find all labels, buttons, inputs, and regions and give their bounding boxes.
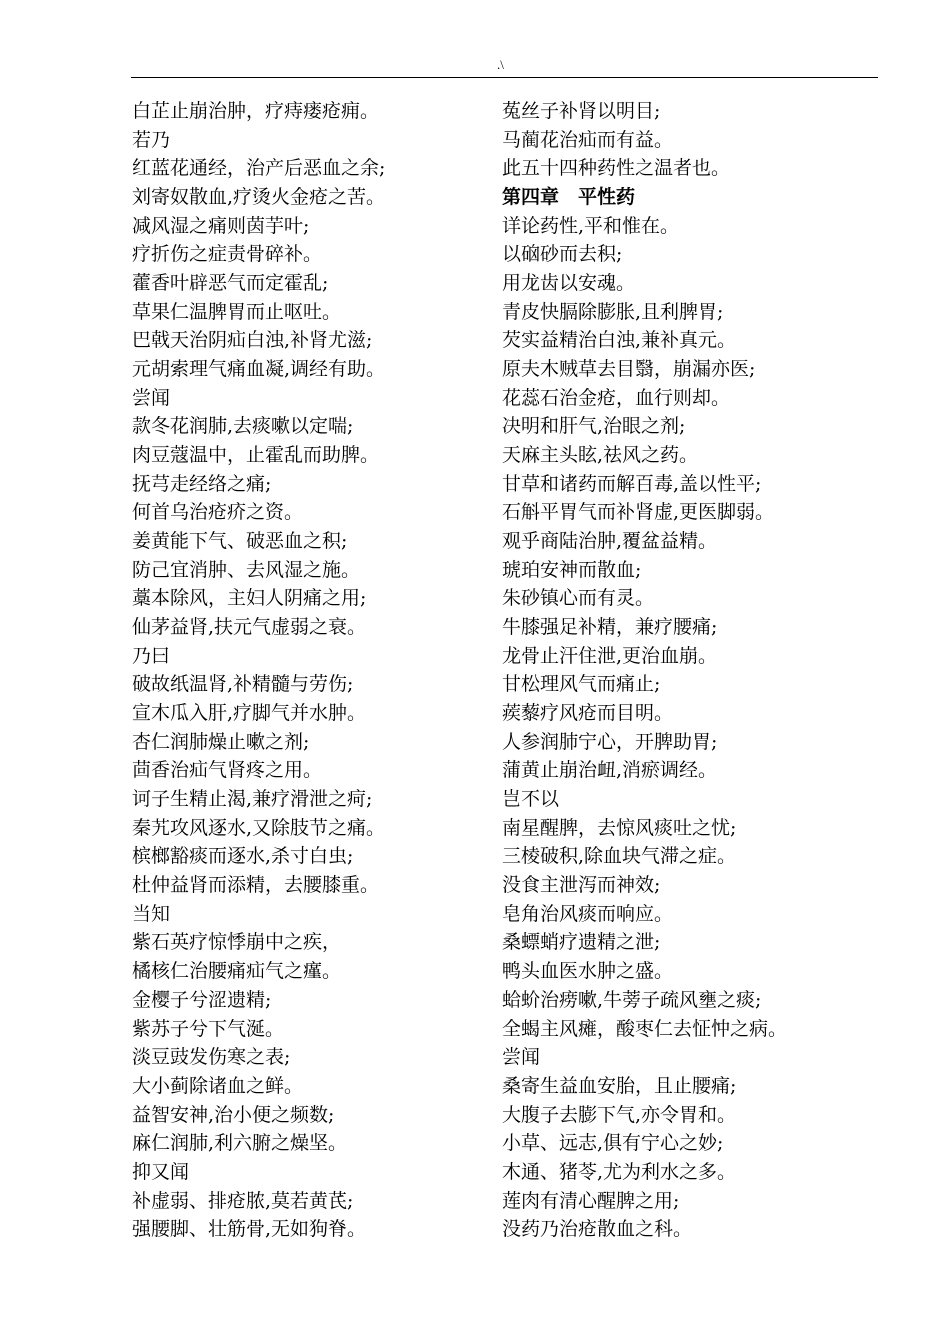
text-line: 木通、猪苓,尤为利水之多。 [502, 1160, 737, 1183]
text-line: 石斛平胃气而补肾虚,更医脚弱。 [502, 501, 775, 524]
text-line: 破故纸温肾,补精髓与劳伤; [132, 673, 354, 696]
text-line: 仙茅益肾,扶元气虚弱之衰。 [132, 616, 367, 639]
header-mark: .\ [497, 57, 504, 72]
text-line: 琥珀安神而散血; [502, 558, 642, 581]
text-line: 决明和肝气,治眼之剂; [502, 415, 686, 438]
text-line: 疗折伤之症责骨碎补。 [132, 243, 323, 266]
text-line: 龙骨止汗住泄,更治血崩。 [502, 644, 718, 667]
text-line: 宣木瓜入肝,疗脚气并水肿。 [132, 702, 367, 725]
text-line: 防己宜消肿、去风湿之施。 [132, 558, 361, 581]
text-line: 皂角治风痰而响应。 [502, 902, 674, 925]
text-line: 秦艽攻风逐水,又除肢节之痛。 [132, 816, 386, 839]
right-column [502, 97, 878, 1244]
text-line: 用龙齿以安魂。 [502, 272, 636, 295]
text-line: 甘松理风气而痛止; [502, 673, 661, 696]
text-line: 菟丝子补肾以明目; [502, 100, 661, 122]
header-rule [131, 77, 878, 78]
text-line: 大腹子去膨下气,亦令胃和。 [502, 1103, 737, 1126]
text-line: 白芷止崩治肿，疗痔瘘疮痈。 [132, 100, 380, 122]
text-line: 紫苏子兮下气涎。 [132, 1017, 285, 1040]
text-line: 尝闻 [502, 1046, 541, 1069]
text-line: 巴戟天治阴疝白浊,补肾尤滋; [132, 329, 373, 352]
text-line: 金樱子兮涩遗精; [132, 988, 272, 1011]
text-line: 没药乃治疮散血之科。 [502, 1218, 693, 1241]
text-line: 橘核仁治腰痛疝气之瘽。 [132, 960, 342, 983]
text-line: 诃子生精止渴,兼疗滑泄之疴; [132, 788, 373, 811]
text-line: 紫石英疗惊悸崩中之疾， [132, 931, 342, 954]
text-line: 花蕊石治金疮，血行则却。 [502, 386, 731, 409]
text-line: 淡豆豉发伤寒之表; [132, 1046, 291, 1069]
text-line: 姜黄能下气、破恶血之积; [132, 530, 348, 553]
text-line: 岂不以 [502, 788, 560, 811]
text-line: 全蝎主风瘫，酸枣仁去怔忡之病。 [502, 1017, 788, 1040]
text-line: 茴香治疝气肾疼之用。 [132, 759, 323, 782]
left-column [132, 97, 492, 1244]
text-line: 此五十四种药性之温者也。 [502, 157, 731, 180]
text-line: 抑又闻 [132, 1160, 190, 1183]
text-line: 小草、远志,俱有宁心之妙; [502, 1132, 724, 1155]
text-line: 观乎商陆治肿,覆盆益精。 [502, 530, 718, 553]
text-line: 藿香叶辟恶气而定霍乱; [132, 272, 329, 295]
text-line: 何首乌治疮疥之资。 [132, 501, 304, 524]
text-line: 甘草和诸药而解百毒,盖以性平; [502, 472, 762, 495]
text-line: 当知 [132, 902, 171, 925]
text-line: 减风湿之痛则茵芋叶; [132, 214, 310, 237]
text-line: 肉豆蔻温中，止霍乱而助脾。 [132, 444, 380, 467]
text-line: 南星醒脾，去惊风痰吐之忧; [502, 816, 737, 839]
text-line: 桑寄生益血安胎，且止腰痛; [502, 1074, 737, 1097]
text-line: 芡实益精治白浊,兼补真元。 [502, 329, 737, 352]
text-line: 乃曰 [132, 644, 171, 667]
text-line: 天麻主头眩,祛风之药。 [502, 444, 699, 467]
text-line: 蒺藜疗风疮而目明。 [502, 702, 674, 725]
text-line: 红蓝花通经，治产后恶血之余; [132, 157, 386, 180]
text-line: 益智安神,治小便之频数; [132, 1103, 335, 1126]
text-line: 杜仲益肾而添精，去腰膝重。 [132, 874, 380, 897]
text-line: 详论药性,平和惟在。 [502, 214, 680, 237]
text-line: 朱砂镇心而有灵。 [502, 587, 655, 610]
text-line: 牛膝强足补精，兼疗腰痛; [502, 616, 718, 639]
text-line: 莲肉有清心醒脾之用; [502, 1189, 680, 1212]
text-line: 鸭头血医水肿之盛。 [502, 960, 674, 983]
text-line: 杏仁润肺燥止嗽之剂; [132, 730, 310, 753]
text-line: 刘寄奴散血,疗烫火金疮之苦。 [132, 186, 386, 209]
text-line: 槟榔豁痰而逐水,杀寸白虫; [132, 845, 354, 868]
text-line: 抚芎走经络之痛; [132, 472, 272, 495]
text-line: 尝闻 [132, 386, 171, 409]
text-line: 马蔺花治疝而有益。 [502, 128, 674, 151]
text-line: 麻仁润肺,利六腑之燥坚。 [132, 1132, 348, 1155]
text-line: 藁本除风，主妇人阴痛之用; [132, 587, 367, 610]
text-line: 以硇砂而去积; [502, 243, 623, 266]
text-line: 青皮快膈除膨胀,且利脾胃; [502, 300, 724, 323]
text-line: 大小蓟除诸血之鲜。 [132, 1074, 304, 1097]
text-line: 原夫木贼草去目翳，崩漏亦医; [502, 358, 756, 381]
text-line: 补虚弱、排疮脓,莫若黄芪; [132, 1189, 354, 1212]
text-line: 蛤蚧治痨嗽,牛蒡子疏风壅之痰; [502, 988, 762, 1011]
text-line: 蒲黄止崩治衄,消瘀调经。 [502, 759, 718, 782]
text-line: 草果仁温脾胃而止呕吐。 [132, 300, 342, 323]
text-line: 桑螵蛸疗遗精之泄; [502, 931, 661, 954]
text-line: 强腰脚、壮筋骨,无如狗脊。 [132, 1218, 367, 1241]
chapter-heading: 第四章 平性药 [502, 186, 636, 209]
text-line: 款冬花润肺,去痰嗽以定喘; [132, 415, 354, 438]
text-line: 若乃 [132, 128, 171, 151]
text-line: 人参润肺宁心，开脾助胃; [502, 730, 718, 753]
text-line: 三棱破积,除血块气滞之症。 [502, 845, 737, 868]
text-line: 元胡索理气痛血凝,调经有助。 [132, 358, 386, 381]
text-line: 没食主泄泻而神效; [502, 874, 661, 897]
